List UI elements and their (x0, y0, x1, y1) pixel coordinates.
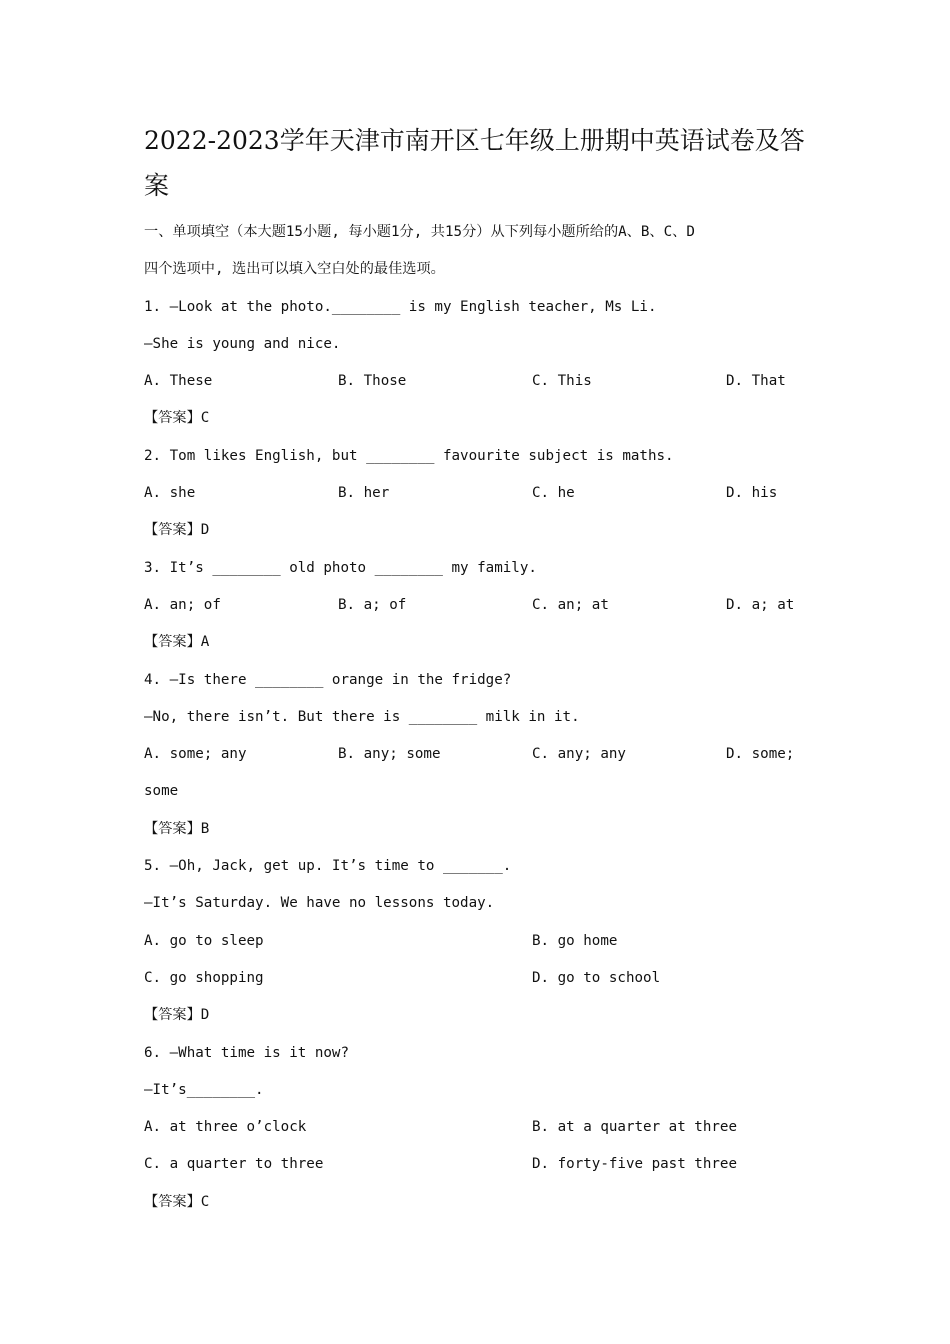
option-d: D. forty-five past three (532, 1156, 737, 1173)
options-row (144, 1146, 808, 1183)
question-text: 6. —What time is it now? (144, 1044, 349, 1061)
option-a: A. some; any (144, 746, 247, 763)
option-d: D. some; (726, 746, 795, 763)
answer-line: 【答案】C (144, 1193, 210, 1210)
option-a: A. she (144, 485, 196, 502)
option-b: B. a; of (338, 596, 407, 613)
answer-line: 【答案】B (144, 820, 210, 837)
option-c: C. This (532, 373, 592, 390)
answer-line: 【答案】D (144, 522, 210, 539)
option-a: A. These (144, 373, 213, 390)
option-b: B. her (338, 485, 390, 502)
options-row (144, 960, 808, 997)
question-text: 2. Tom likes English, but ________ favourite subject is maths. (144, 447, 674, 464)
question-1 (144, 289, 808, 438)
section-heading: 一、单项填空（本大题15小题, 每小题1分, 共15分）从下列每小题所给的A、B、C、D (144, 224, 695, 240)
option-d: D. a; at (726, 596, 795, 613)
section-heading-cont: 四个选项中, 选出可以填入空白处的最佳选项。 (144, 261, 445, 278)
question-text: —No, there isn’t. But there is ________ milk in it. (144, 708, 580, 725)
question-4 (144, 662, 808, 848)
answer-line: 【答案】D (144, 1007, 210, 1024)
document-title: 2022-2023学年天津市南开区七年级上册期中英语试卷及答案 (144, 126, 805, 200)
answer-line: 【答案】A (144, 634, 210, 651)
option-c: C. an; at (532, 596, 609, 613)
question-text: —It’s________. (144, 1081, 264, 1098)
options-row (144, 363, 808, 400)
answer-line: 【答案】C (144, 410, 210, 427)
option-c: C. he (532, 485, 575, 502)
options-row (144, 475, 808, 512)
option-d-continued: some (144, 783, 179, 800)
question-text: —She is young and nice. (144, 335, 341, 352)
option-b: B. at a quarter at three (532, 1119, 737, 1136)
options-row (144, 736, 808, 773)
option-d: D. That (726, 373, 786, 390)
option-a: A. at three o’clock (144, 1119, 307, 1136)
question-text: —It’s Saturday. We have no lessons today. (144, 895, 495, 912)
question-text: 5. —Oh, Jack, get up. It’s time to _______. (144, 858, 512, 875)
question-5 (144, 848, 808, 1034)
question-text: 4. —Is there ________ orange in the fridge? (144, 671, 512, 688)
option-c: C. a quarter to three (144, 1156, 324, 1173)
question-text: 3. It’s ________ old photo ________ my family. (144, 559, 537, 576)
option-d: D. go to school (532, 969, 661, 986)
option-a: A. go to sleep (144, 932, 264, 949)
options-row (144, 587, 808, 624)
option-b: B. Those (338, 373, 407, 390)
document-body (144, 214, 808, 1221)
options-row (144, 1109, 808, 1146)
option-c: C. go shopping (144, 969, 264, 986)
question-6 (144, 1035, 808, 1221)
option-c: C. any; any (532, 746, 626, 763)
option-b: B. go home (532, 932, 618, 949)
option-a: A. an; of (144, 596, 221, 613)
options-row (144, 923, 808, 960)
option-b: B. any; some (338, 746, 441, 763)
question-2 (144, 438, 808, 550)
question-text: 1. —Look at the photo.________ is my English teacher, Ms Li. (144, 298, 657, 315)
question-3 (144, 550, 808, 662)
option-d: D. his (726, 485, 778, 502)
